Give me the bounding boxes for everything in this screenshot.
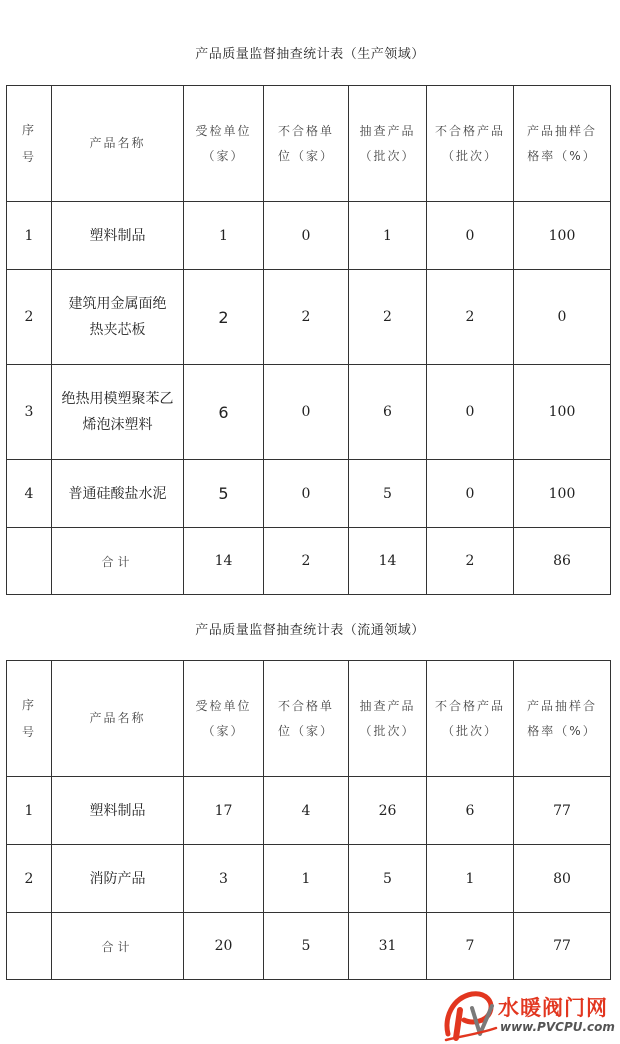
header-pass-rate: 产品抽样合格率（%） xyxy=(514,86,611,202)
watermark-url: www.PVCPU.com xyxy=(500,1020,615,1034)
row-sampled-batches: 1 xyxy=(349,202,427,270)
watermark-brand: 水暖阀门网 xyxy=(498,996,608,1020)
row-inspected-units: 2 xyxy=(184,270,264,365)
total-inspected-units: 20 xyxy=(184,913,264,980)
total-label: 合计 xyxy=(52,528,184,595)
header-seq: 序号 xyxy=(7,661,52,777)
row-unqualified-units: 2 xyxy=(264,270,349,365)
row-sampled-batches: 26 xyxy=(349,777,427,845)
row-inspected-units: 6 xyxy=(184,365,264,460)
row-product-name: 塑料制品 xyxy=(52,202,184,270)
row-pass-rate: 80 xyxy=(514,845,611,913)
row-unqualified-batches: 0 xyxy=(427,202,514,270)
table-row xyxy=(7,777,611,845)
row-product-name: 塑料制品 xyxy=(52,777,184,845)
total-unqualified-batches: 7 xyxy=(427,913,514,980)
site-watermark xyxy=(442,990,620,1044)
row-inspected-units: 3 xyxy=(184,845,264,913)
header-inspected-units: 受检单位（家） xyxy=(184,661,264,777)
row-seq: 2 xyxy=(7,270,52,365)
table-total-row xyxy=(7,913,611,980)
row-seq: 1 xyxy=(7,202,52,270)
row-seq: 2 xyxy=(7,845,52,913)
total-unqualified-batches: 2 xyxy=(427,528,514,595)
total-inspected-units: 14 xyxy=(184,528,264,595)
header-pass-rate: 产品抽样合格率（%） xyxy=(514,661,611,777)
total-unqualified-units: 5 xyxy=(264,913,349,980)
row-pass-rate: 100 xyxy=(514,365,611,460)
table-row xyxy=(7,365,611,460)
table-header-row xyxy=(7,86,611,202)
row-seq: 3 xyxy=(7,365,52,460)
header-inspected-units: 受检单位（家） xyxy=(184,86,264,202)
row-sampled-batches: 5 xyxy=(349,460,427,528)
row-inspected-units: 1 xyxy=(184,202,264,270)
total-seq xyxy=(7,528,52,595)
total-sampled-batches: 14 xyxy=(349,528,427,595)
row-unqualified-units: 4 xyxy=(264,777,349,845)
row-product-name: 绝热用模塑聚苯乙烯泡沫塑料 xyxy=(52,365,184,460)
table-row xyxy=(7,270,611,365)
header-seq: 序号 xyxy=(7,86,52,202)
row-inspected-units: 5 xyxy=(184,460,264,528)
header-product-name: 产品名称 xyxy=(52,86,184,202)
pv-logo-icon xyxy=(442,990,498,1044)
total-unqualified-units: 2 xyxy=(264,528,349,595)
row-sampled-batches: 5 xyxy=(349,845,427,913)
header-product-name: 产品名称 xyxy=(52,661,184,777)
row-pass-rate: 100 xyxy=(514,202,611,270)
total-pass-rate: 77 xyxy=(514,913,611,980)
header-unqualified-units: 不合格单位（家） xyxy=(264,661,349,777)
circulation-table-title: 产品质量监督抽查统计表（流通领域） xyxy=(195,623,425,638)
row-sampled-batches: 6 xyxy=(349,365,427,460)
row-product-name: 建筑用金属面绝热夹芯板 xyxy=(52,270,184,365)
production-statistics-table xyxy=(6,85,611,595)
row-unqualified-units: 0 xyxy=(264,460,349,528)
header-unqualified-units: 不合格单位（家） xyxy=(264,86,349,202)
circulation-statistics-table xyxy=(6,660,611,980)
total-seq xyxy=(7,913,52,980)
row-seq: 4 xyxy=(7,460,52,528)
row-pass-rate: 100 xyxy=(514,460,611,528)
row-product-name: 消防产品 xyxy=(52,845,184,913)
header-sampled-batches: 抽查产品（批次） xyxy=(349,661,427,777)
row-unqualified-batches: 2 xyxy=(427,270,514,365)
table-row xyxy=(7,845,611,913)
production-table-title: 产品质量监督抽查统计表（生产领域） xyxy=(195,47,425,62)
row-unqualified-batches: 0 xyxy=(427,365,514,460)
header-unqualified-batches: 不合格产品（批次） xyxy=(427,661,514,777)
table-row xyxy=(7,202,611,270)
table-row xyxy=(7,460,611,528)
row-unqualified-units: 1 xyxy=(264,845,349,913)
total-sampled-batches: 31 xyxy=(349,913,427,980)
row-inspected-units: 17 xyxy=(184,777,264,845)
row-product-name: 普通硅酸盐水泥 xyxy=(52,460,184,528)
row-unqualified-units: 0 xyxy=(264,365,349,460)
row-unqualified-batches: 1 xyxy=(427,845,514,913)
total-pass-rate: 86 xyxy=(514,528,611,595)
row-pass-rate: 0 xyxy=(514,270,611,365)
row-seq: 1 xyxy=(7,777,52,845)
table-header-row xyxy=(7,661,611,777)
header-unqualified-batches: 不合格产品（批次） xyxy=(427,86,514,202)
row-unqualified-units: 0 xyxy=(264,202,349,270)
table-total-row xyxy=(7,528,611,595)
row-unqualified-batches: 0 xyxy=(427,460,514,528)
row-pass-rate: 77 xyxy=(514,777,611,845)
header-sampled-batches: 抽查产品（批次） xyxy=(349,86,427,202)
total-label: 合计 xyxy=(52,913,184,980)
row-unqualified-batches: 6 xyxy=(427,777,514,845)
row-sampled-batches: 2 xyxy=(349,270,427,365)
